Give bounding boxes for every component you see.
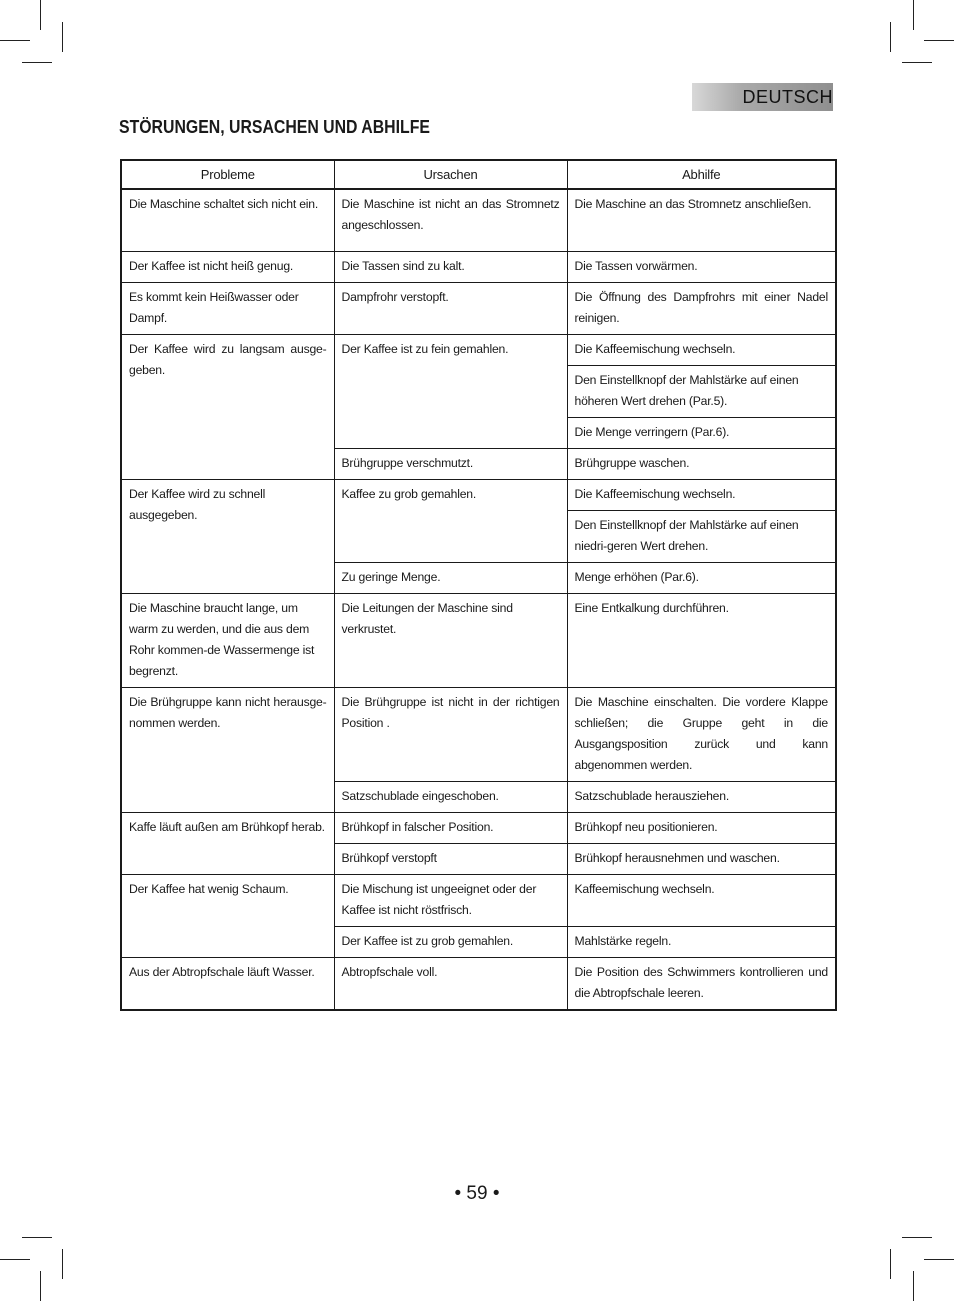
problem-cell: Die Maschine braucht lange, um warm zu werden, und die aus dem Rohr kommen-de Wassermenge ist begrenzt. <box>121 593 334 687</box>
cause-cell: Brühkopf in falscher Position. <box>334 812 567 843</box>
language-label: DEUTSCH <box>742 87 833 107</box>
remedy-cell: Kaffeemischung wechseln. <box>567 874 836 926</box>
table-header-row <box>121 160 836 189</box>
problem-cell: Der Kaffee wird zu langsam ausge-geben. <box>121 334 334 479</box>
cause-cell: Die Tassen sind zu kalt. <box>334 251 567 282</box>
cause-cell: Brühgruppe verschmutzt. <box>334 448 567 479</box>
table-row <box>121 479 836 510</box>
table-row <box>121 687 836 781</box>
remedy-cell: Die Maschine an das Stromnetz anschließen. <box>567 189 836 251</box>
remedy-cell: Brühkopf neu positionieren. <box>567 812 836 843</box>
remedy-cell: Mahlstärke regeln. <box>567 926 836 957</box>
remedy-cell: Brühkopf herausnehmen und waschen. <box>567 843 836 874</box>
crop-mark <box>902 62 932 63</box>
problem-cell: Kaffe läuft außen am Brühkopf herab. <box>121 812 334 874</box>
crop-mark <box>62 1249 63 1279</box>
cause-cell: Der Kaffee ist zu fein gemahlen. <box>334 334 567 448</box>
crop-mark <box>40 0 41 30</box>
crop-mark <box>62 22 63 52</box>
problem-cell: Die Maschine schaltet sich nicht ein. <box>121 189 334 251</box>
cause-cell: Die Leitungen der Maschine sind verkrustet. <box>334 593 567 687</box>
problem-cell: Der Kaffee hat wenig Schaum. <box>121 874 334 957</box>
column-header-remedies: Abhilfe <box>567 160 836 189</box>
cause-cell: Kaffee zu grob gemahlen. <box>334 479 567 562</box>
crop-mark <box>913 1271 914 1301</box>
remedy-cell: Die Kaffeemischung wechseln. <box>567 334 836 365</box>
cause-cell: Abtropfschale voll. <box>334 957 567 1010</box>
table-row <box>121 593 836 687</box>
remedy-cell: Die Position des Schwimmers kontrollieren und die Abtropfschale leeren. <box>567 957 836 1010</box>
column-header-problems: Probleme <box>121 160 334 189</box>
cause-cell: Die Mischung ist ungeeignet oder der Kaffee ist nicht röstfrisch. <box>334 874 567 926</box>
remedy-cell: Satzschublade herausziehen. <box>567 781 836 812</box>
remedy-cell: Die Menge verringern (Par.6). <box>567 417 836 448</box>
crop-mark <box>22 62 52 63</box>
crop-mark <box>0 40 30 41</box>
crop-mark <box>890 22 891 52</box>
crop-mark <box>913 0 914 30</box>
cause-cell: Zu geringe Menge. <box>334 562 567 593</box>
remedy-cell: Brühgruppe waschen. <box>567 448 836 479</box>
crop-mark <box>902 1237 932 1238</box>
table-row <box>121 189 836 251</box>
remedy-cell: Den Einstellknopf der Mahlstärke auf einen niedri-geren Wert drehen. <box>567 510 836 562</box>
table-row <box>121 812 836 843</box>
troubleshooting-table <box>120 159 837 1011</box>
remedy-cell: Die Kaffeemischung wechseln. <box>567 479 836 510</box>
remedy-cell: Die Öffnung des Dampfrohrs mit einer Nadel reinigen. <box>567 282 836 334</box>
remedy-cell: Eine Entkalkung durchführen. <box>567 593 836 687</box>
crop-mark <box>40 1271 41 1301</box>
problem-cell: Der Kaffee wird zu schnell ausgegeben. <box>121 479 334 593</box>
table-row <box>121 334 836 365</box>
cause-cell: Die Brühgruppe ist nicht in der richtigen Position . <box>334 687 567 781</box>
crop-mark <box>890 1249 891 1279</box>
crop-mark <box>22 1237 52 1238</box>
table-row <box>121 282 836 334</box>
problem-cell: Der Kaffee ist nicht heiß genug. <box>121 251 334 282</box>
table-row <box>121 251 836 282</box>
cause-cell: Die Maschine ist nicht an das Stromnetz angeschlossen. <box>334 189 567 251</box>
remedy-cell: Die Tassen vorwärmen. <box>567 251 836 282</box>
language-tab <box>692 83 833 111</box>
table-row <box>121 874 836 926</box>
remedy-cell: Die Maschine einschalten. Die vordere Klappe schließen; die Gruppe geht in die Ausgangsposition zurück und kann abgenommen werden. <box>567 687 836 781</box>
cause-cell: Brühkopf verstopft <box>334 843 567 874</box>
problem-cell: Es kommt kein Heißwasser oder Dampf. <box>121 282 334 334</box>
table-row <box>121 957 836 1010</box>
remedy-cell: Den Einstellknopf der Mahlstärke auf einen höheren Wert drehen (Par.5). <box>567 365 836 417</box>
page-title: STÖRUNGEN, URSACHEN UND ABHILFE <box>119 117 430 137</box>
page-number: • 59 • <box>454 1183 500 1204</box>
problem-cell: Die Brühgruppe kann nicht herausge-nommen werden. <box>121 687 334 812</box>
cause-cell: Dampfrohr verstopft. <box>334 282 567 334</box>
column-header-causes: Ursachen <box>334 160 567 189</box>
crop-mark <box>924 1259 954 1260</box>
cause-cell: Satzschublade eingeschoben. <box>334 781 567 812</box>
problem-cell: Aus der Abtropfschale läuft Wasser. <box>121 957 334 1010</box>
cause-cell: Der Kaffee ist zu grob gemahlen. <box>334 926 567 957</box>
crop-mark <box>0 1259 30 1260</box>
crop-mark <box>924 40 954 41</box>
remedy-cell: Menge erhöhen (Par.6). <box>567 562 836 593</box>
